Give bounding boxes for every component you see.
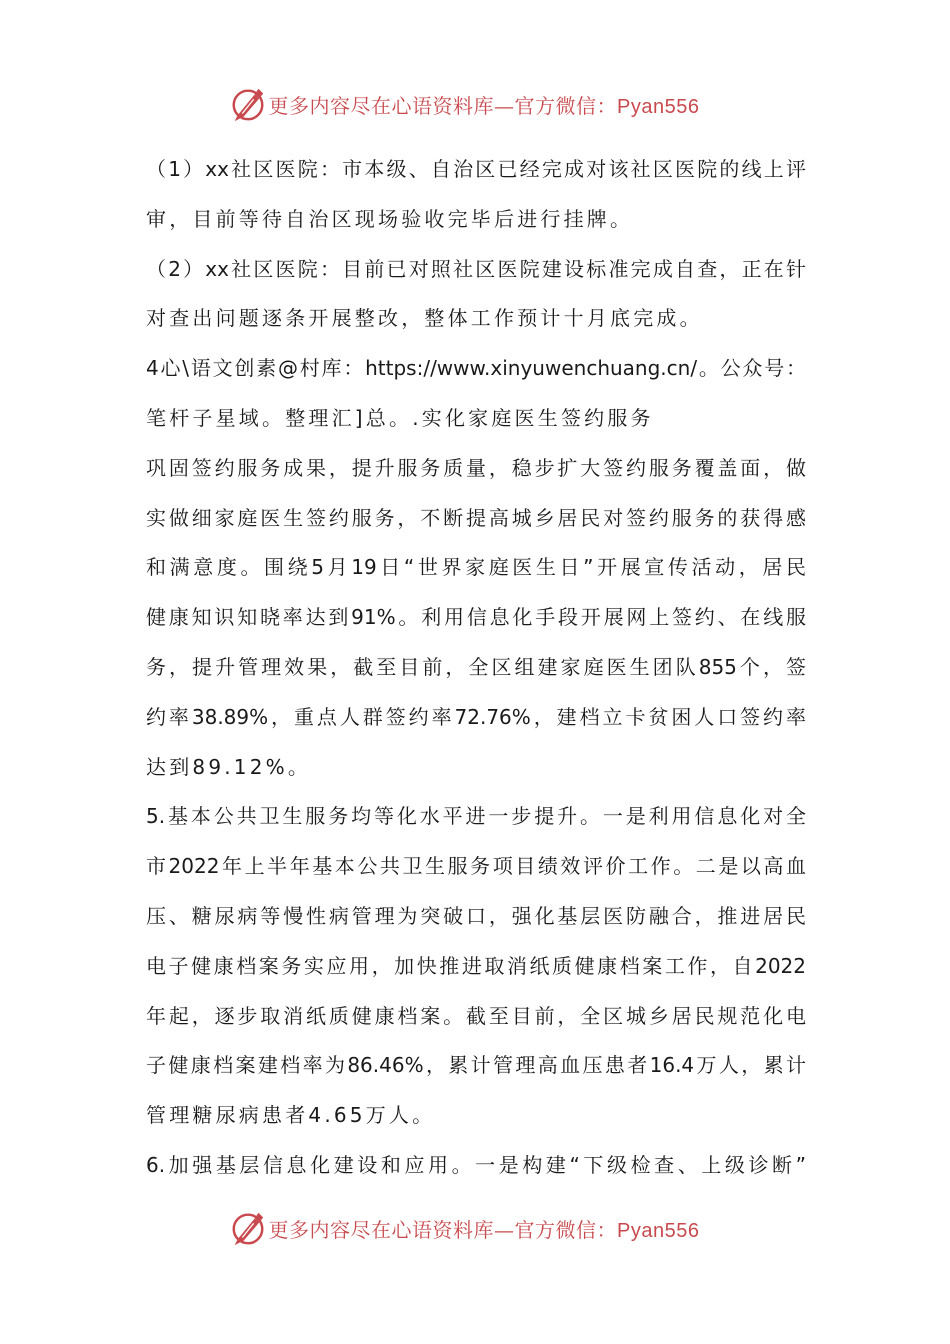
pen-nib-logo-icon [229,1209,267,1247]
text-line: 市2022年上半年基本公共卫生服务项目绩效评价工作。二是以高血 [146,854,806,879]
text-line: 6.加强基层信息化建设和应用。一是构建“下级检查、上级诊断” [146,1152,806,1177]
text-line: 实做细家庭医生签约服务，不断提高城乡居民对签约服务的获得感 [146,505,806,530]
text-line: 对查出问题逐条开展整改，整体工作预计十月底完成。 [146,306,703,331]
footer-banner [0,1208,950,1248]
text-line: 审，目前等待自治区现场验收完毕后进行挂牌。 [146,206,634,231]
text-line: 和满意度。围绕5月19日“世界家庭医生日”开展宣传活动，居民 [146,555,806,580]
text-line: 4心\语文创素@村库：https://www.xinyuwenchuang.cn/。公众号： [146,356,806,381]
header-banner-text: 更多内容尽在心语资料库—官方微信：Pyan556 [268,93,700,118]
text-line: 笔杆子星域。整理汇]总。.实化家庭医生签约服务 [146,405,654,430]
header-banner [0,84,950,124]
text-line: （1）xx社区医院：市本级、自治区已经完成对该社区医院的线上评 [146,157,806,181]
text-line: 务，提升管理效果，截至目前，全区组建家庭医生团队855个，签 [146,654,806,679]
text-line: （2）xx社区医院：目前已对照社区医院建设标准完成自查，正在针 [146,256,806,281]
footer-banner-text: 更多内容尽在心语资料库—官方微信：Pyan556 [268,1217,700,1242]
text-line: 电子健康档案务实应用，加快推进取消纸质健康档案工作，自2022 [146,953,806,978]
text-line: 子健康档案建档率为86.46%，累计管理高血压患者16.4万人，累计 [146,1053,806,1078]
text-line: 5.基本公共卫生服务均等化水平进一步提升。一是利用信息化对全 [146,804,806,829]
text-line: 压、糖尿病等慢性病管理为突破口，强化基层医防融合，推进居民 [146,903,806,928]
text-line: 达到89.12%。 [146,754,312,779]
text-line: 约率38.89%，重点人群签约率72.76%，建档立卡贫困人口签约率 [146,704,806,729]
text-line: 管理糖尿病患者4.65万人。 [146,1103,436,1128]
text-line: 年起，逐步取消纸质健康档案。截至目前，全区城乡居民规范化电 [146,1003,806,1028]
document-body [146,145,806,1191]
pen-nib-logo-icon [229,85,267,123]
text-line: 健康知识知晓率达到91%。利用信息化手段开展网上签约、在线服 [146,605,806,630]
text-line: 巩固签约服务成果，提升服务质量，稳步扩大签约服务覆盖面，做 [146,455,806,480]
